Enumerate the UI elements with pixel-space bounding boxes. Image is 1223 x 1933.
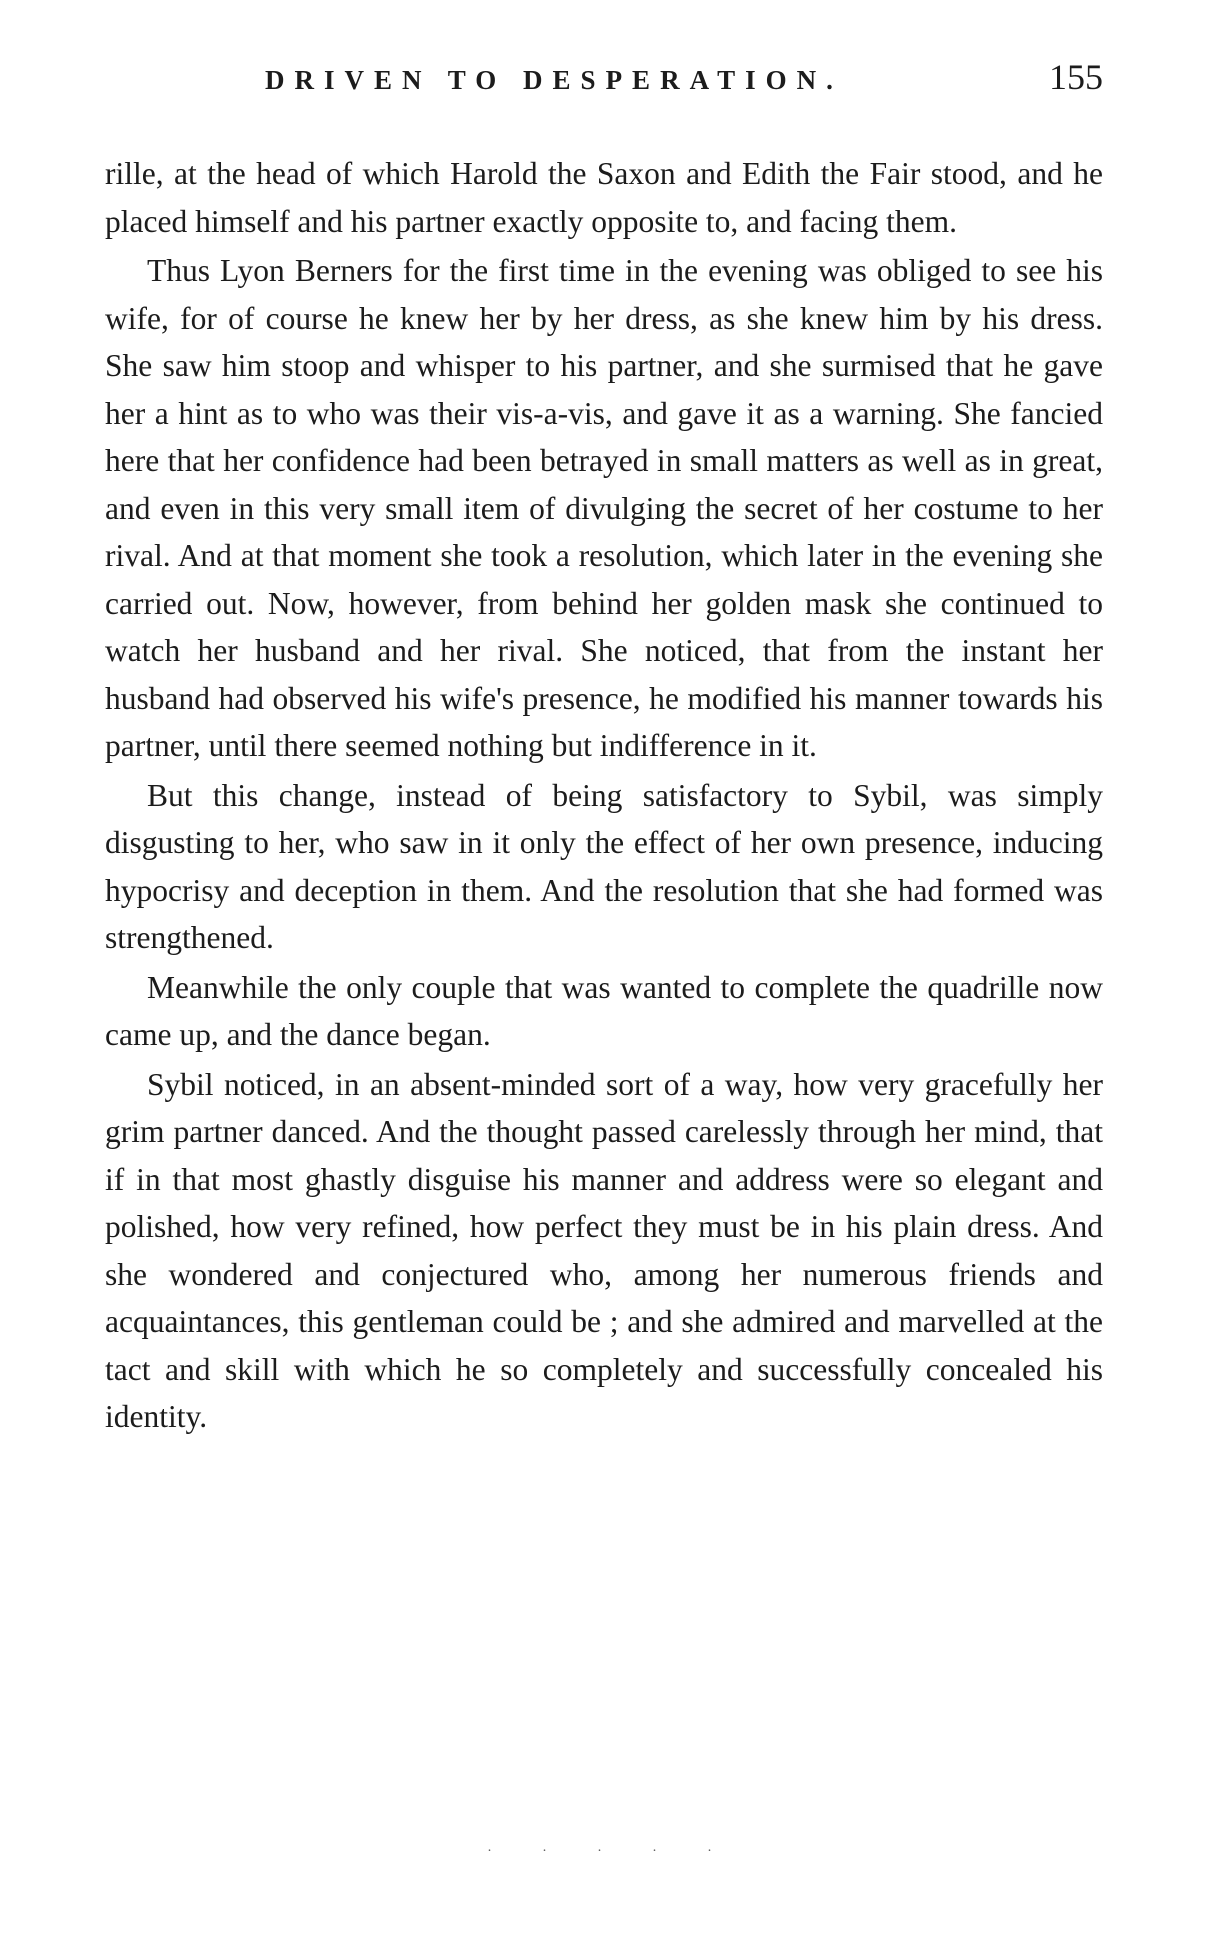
page-number: 155	[1049, 57, 1103, 97]
paragraph: But this change, instead of being satisfactory to Sybil, was simply disgusting to her, who saw in it only the effect of her own presence, inducing hypocrisy and deception in them. And the resolution that she had formed was strengthened.	[105, 777, 1103, 955]
paragraph-continuation: rille, at the head of which Harold the Saxon and Edith the Fair stood, and he placed himself and his partner exactly opposite to, and facing them.	[105, 156, 1103, 239]
running-title: DRIVEN TO DESPERATION.	[265, 65, 843, 95]
paragraph: Thus Lyon Berners for the first time in the evening was obliged to see his wife, for of course he knew her by her dress, as she knew him by his dress. She saw him stoop and whisper to his partner, and she surmised that he gave her a hint as to who was their vis-a-vis, and gave it as a warning. She fancied here that her confidence had been betrayed in small matters as well as in great, and even in this very small item of divulging the secret of her costume to her rival. And at that moment she took a resolution, which later in the evening she carried out. Now, however, from behind her golden mask she continued to watch her husband and her rival. She noticed, that from the instant her husband had observed his wife's presence, he modified his manner towards his partner, until there seemed nothing but indifference in it.	[105, 253, 1103, 763]
page-ornament: . . . . .	[487, 1840, 736, 1855]
paragraph: Sybil noticed, in an absent-minded sort of a way, how very gracefully her grim partner danced. And the thought passed carelessly through her mind, that if in that most ghastly disguise his manner and address were so elegant and polished, how very refined, how perfect they must be in his plain dress. And she wondered and conjectured who, among her numerous friends and acquaintances, this gentleman could be ; and she admired and marvelled at the tact and skill with which he so completely and successfully concealed his identity.	[105, 1066, 1103, 1434]
paragraph: Meanwhile the only couple that was wanted to complete the quadrille now came up, and the dance began.	[105, 969, 1103, 1052]
body-text	[105, 150, 1103, 1441]
running-head	[105, 56, 1103, 104]
